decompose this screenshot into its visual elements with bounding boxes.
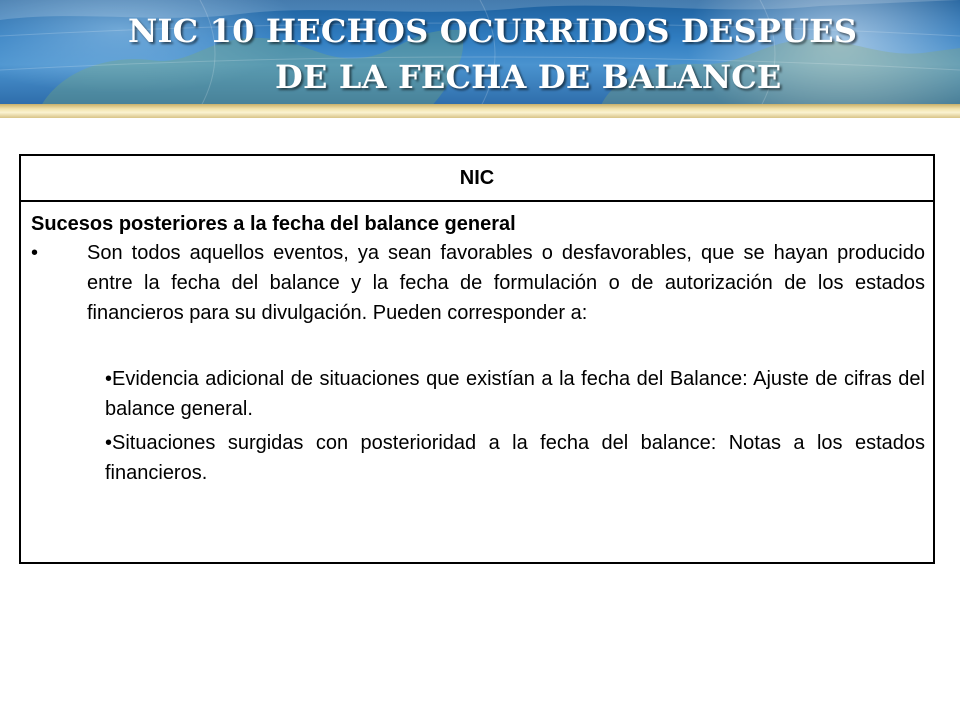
gold-divider xyxy=(0,104,960,118)
table-body xyxy=(21,202,933,488)
title-banner xyxy=(0,0,960,108)
list-item: •Situaciones surgidas con posterioridad a la fecha del balance: Notas a los estados financieros. xyxy=(105,432,925,484)
bullet-icon: • xyxy=(31,242,39,264)
title-line-1: NIC 10 HECHOS OCURRIDOS DESPUES xyxy=(128,12,858,50)
list-item: •Evidencia adicional de situaciones que existían a la fecha del Balance: Ajuste de cifras del balance general. xyxy=(105,368,925,420)
nic-table xyxy=(19,154,935,564)
page-title xyxy=(0,8,960,100)
table-header: NIC xyxy=(21,156,933,202)
sub-list xyxy=(31,364,925,488)
main-bullet xyxy=(31,238,925,328)
title-line-2: DE LA FECHA DE BALANCE xyxy=(275,58,782,96)
main-bullet-text: Son todos aquellos eventos, ya sean favorables o desfavorables, que se hayan producido entre la fecha del balance y la fecha de formulación o de autorización de los estados financieros para su divulgación. Pueden corresponder a: xyxy=(87,242,925,324)
section-heading: Sucesos posteriores a la fecha del balance general xyxy=(31,213,516,235)
